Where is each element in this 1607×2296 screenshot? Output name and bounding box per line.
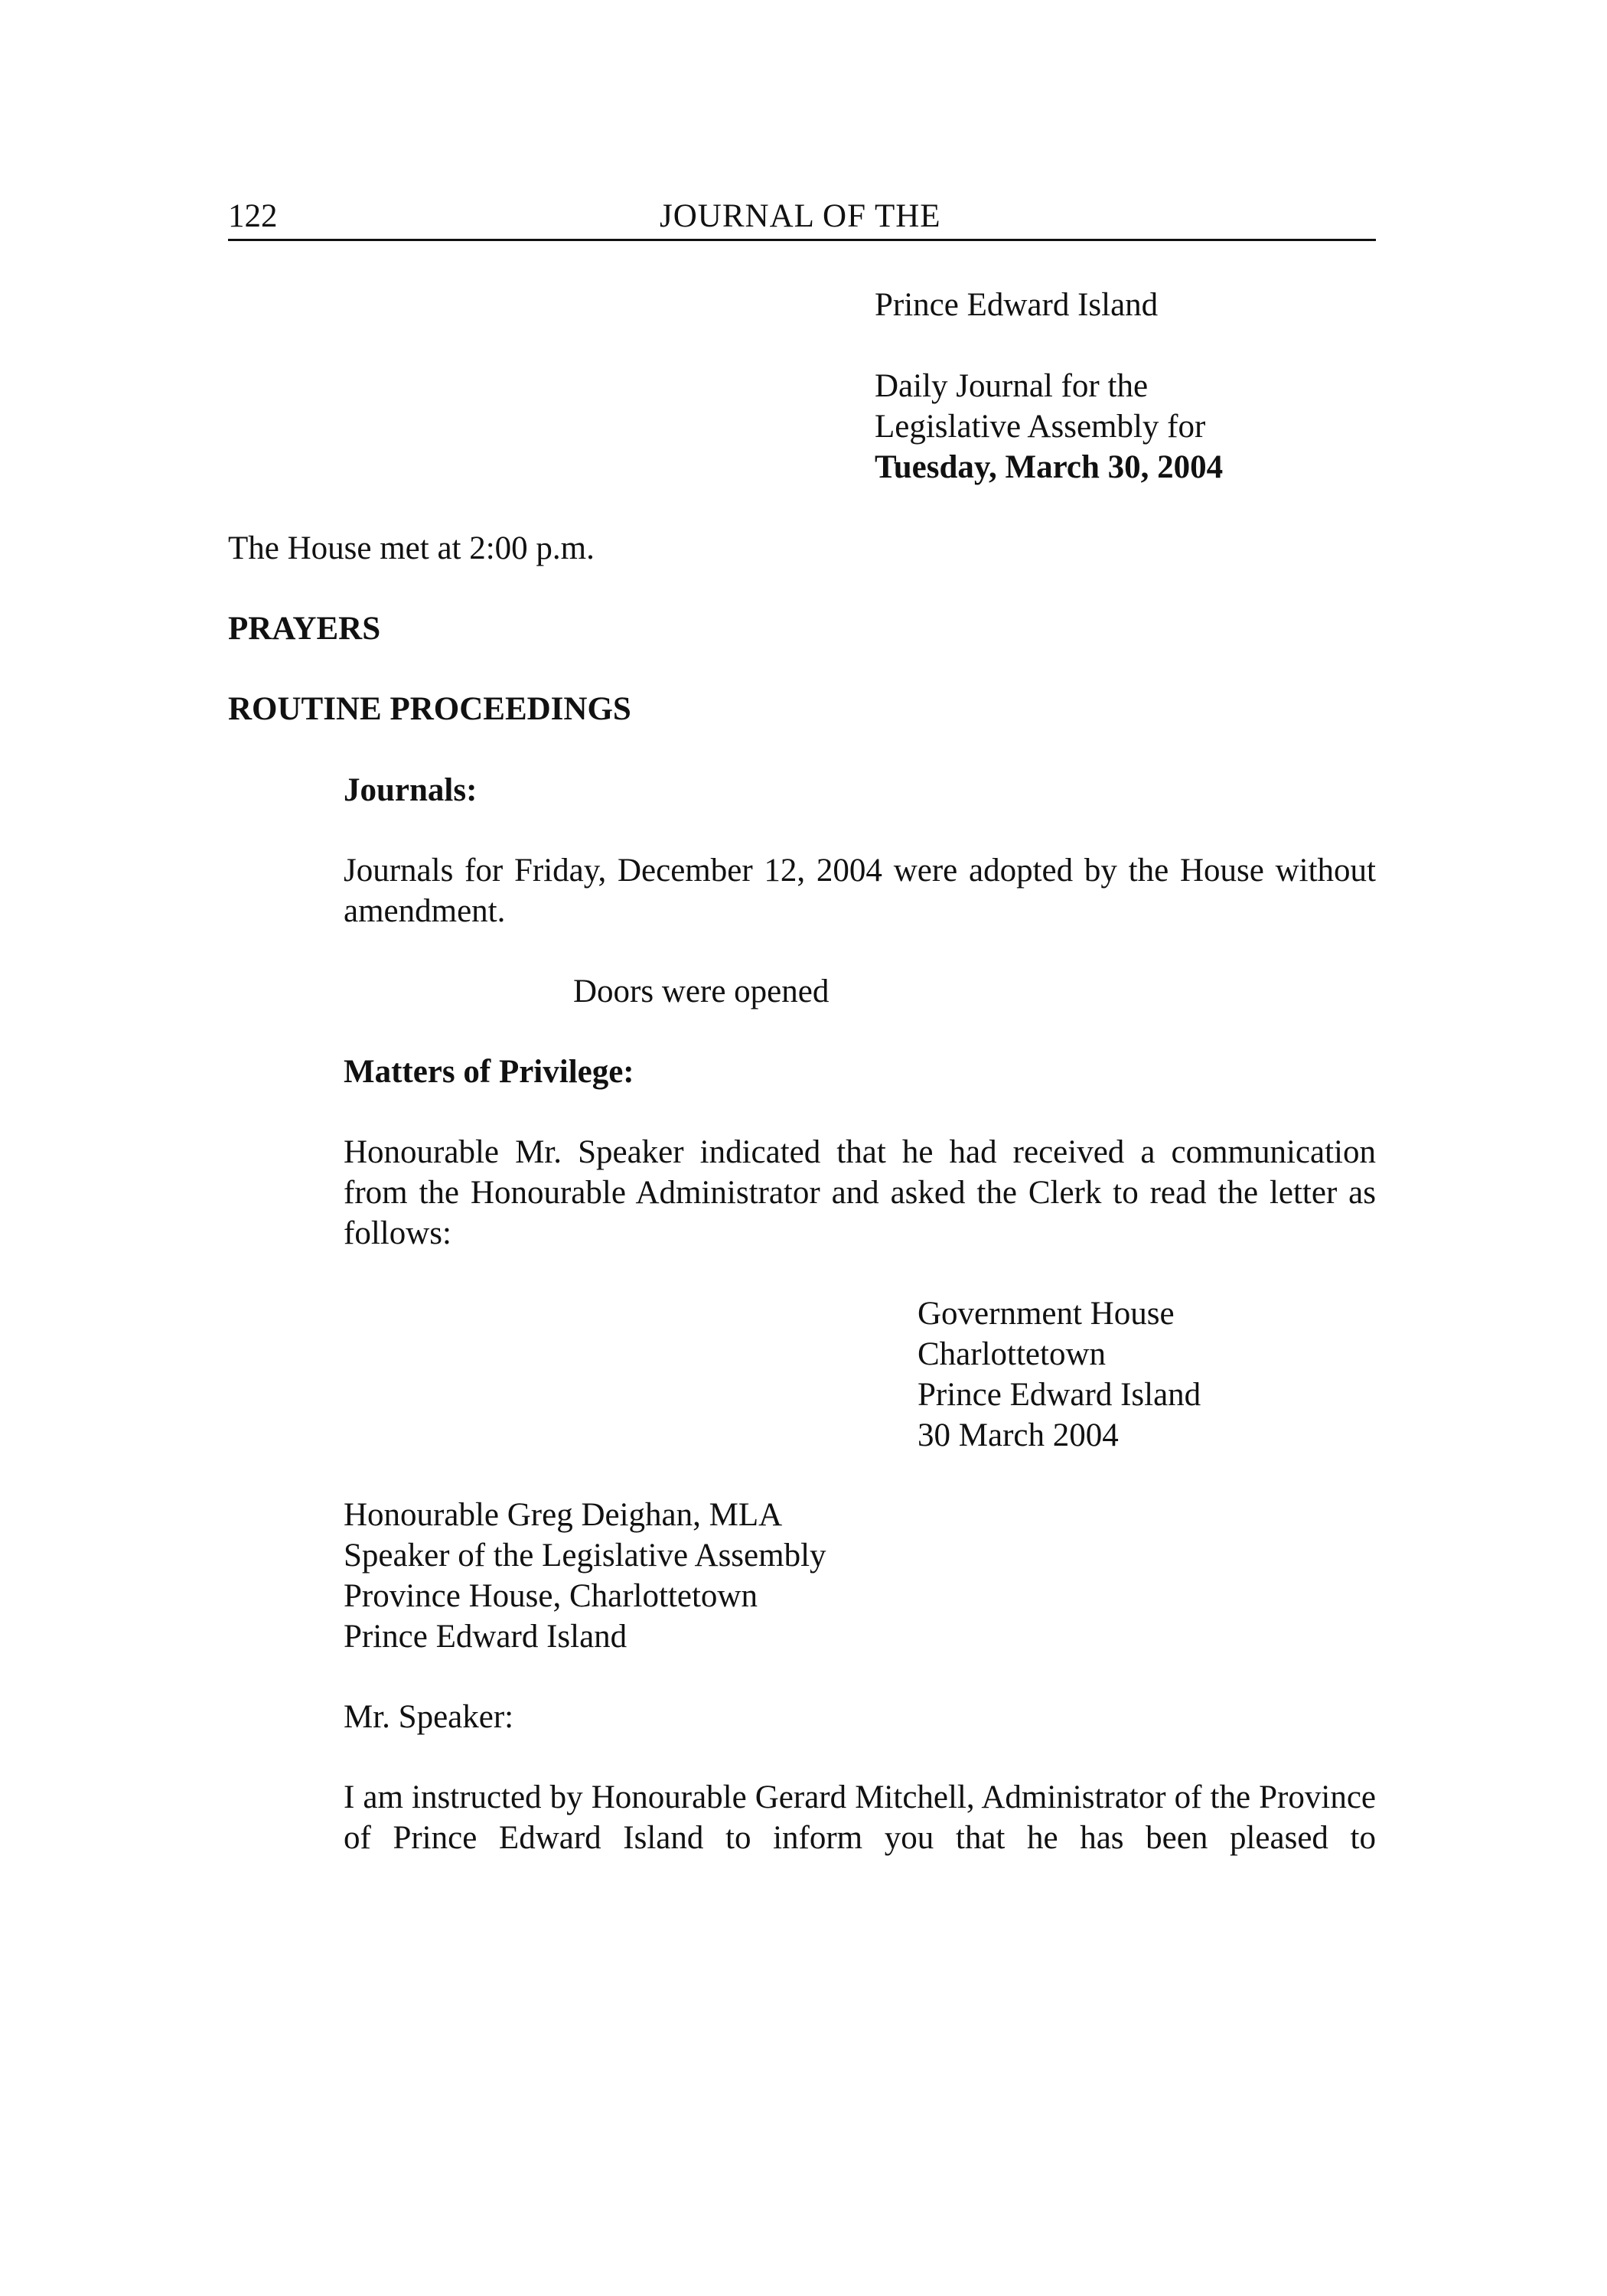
- page-number: 122: [228, 198, 278, 234]
- recipient-address-line: Province House, Charlottetown: [344, 1578, 758, 1614]
- masthead: [875, 285, 1223, 488]
- journals-paragraph: Journals for Friday, December 12, 2004 were adopted by the House without amendment.: [344, 853, 1376, 929]
- journal-header-title: JOURNAL OF THE: [660, 198, 941, 234]
- privilege-paragraph: Honourable Mr. Speaker indicated that he had received a communication from the Honourable Administrator and asked the Clerk to read the letter as follows:: [344, 1134, 1376, 1251]
- recipient-address-line: Speaker of the Legislative Assembly: [344, 1538, 826, 1574]
- privilege-heading: Matters of Privilege:: [344, 1054, 634, 1090]
- journals-heading: Journals:: [344, 772, 478, 808]
- sender-address: [918, 1293, 1201, 1456]
- prayers-heading: PRAYERS: [228, 611, 381, 647]
- house-met-text: The House met at 2:00 p.m.: [228, 530, 595, 566]
- masthead-date: Tuesday, March 30, 2004: [875, 449, 1224, 485]
- doors-opened-text: Doors were opened: [573, 974, 830, 1009]
- sender-address-line: Government House: [918, 1296, 1175, 1332]
- letter-salutation: Mr. Speaker:: [344, 1699, 514, 1735]
- recipient-address: [344, 1495, 826, 1657]
- sender-address-line: Prince Edward Island: [918, 1377, 1201, 1413]
- sender-address-line: Charlottetown: [918, 1336, 1107, 1372]
- routine-proceedings-heading: ROUTINE PROCEEDINGS: [228, 691, 631, 727]
- recipient-address-line: Honourable Greg Deighan, MLA: [344, 1497, 783, 1533]
- letter-date: 30 March 2004: [918, 1417, 1119, 1453]
- masthead-line-1: Daily Journal for the: [875, 368, 1149, 404]
- masthead-line-2: Legislative Assembly for: [875, 409, 1206, 445]
- letter-body-paragraph: I am instructed by Honourable Gerard Mitchell, Administrator of the Province of Prince Edward Island to inform you that he has been pleased to: [344, 1779, 1376, 1856]
- running-header: [228, 196, 1376, 241]
- recipient-address-line: Prince Edward Island: [344, 1619, 627, 1655]
- masthead-province: Prince Edward Island: [875, 287, 1159, 323]
